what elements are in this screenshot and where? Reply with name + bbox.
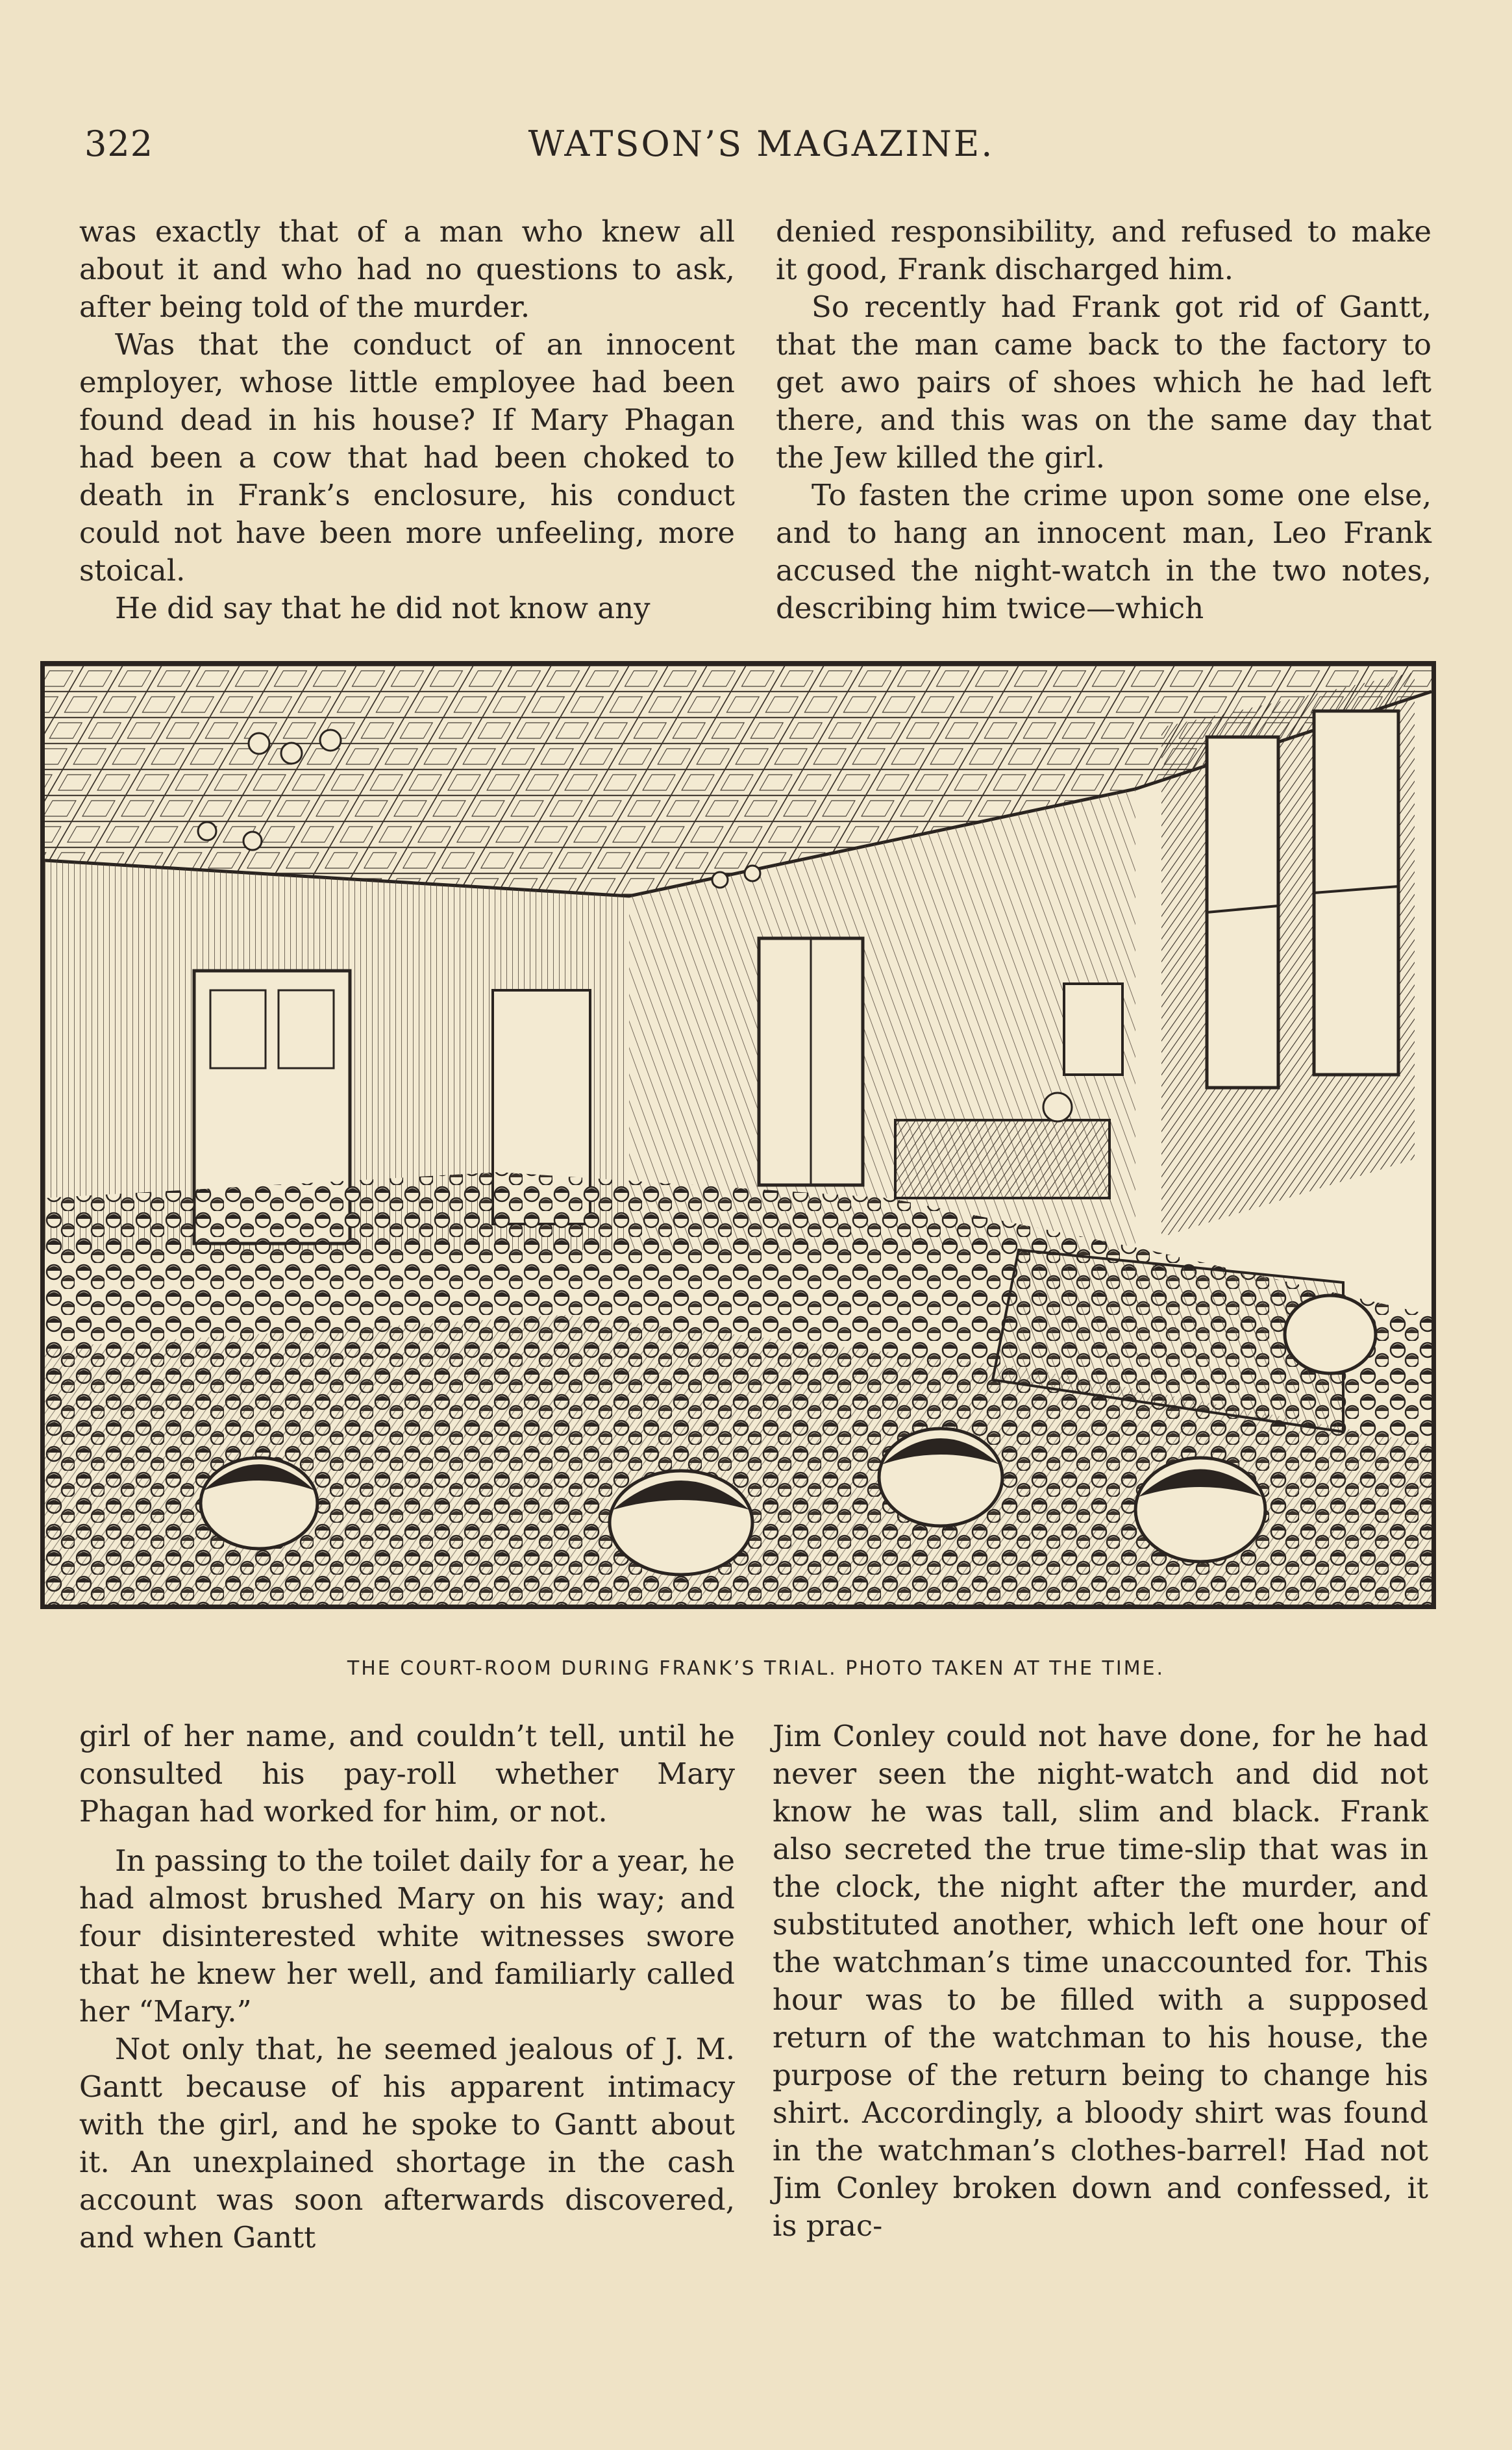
page-header xyxy=(84,123,1438,169)
page-number: 322 xyxy=(84,123,154,164)
paragraph: In passing to the toilet daily for a year, he had almost brushed Mary on his way; and four disinterested white witnesses swore that he knew her well, and familiarly called her “Mary.” xyxy=(79,1844,735,2029)
paragraph: Jim Conley could not have done, for he had never seen the night-watch and did not know he was tall, slim and black. Frank also secreted the true time-slip that was in the clock, the night after the murder, and substituted another, which left one hour of the watchman’s time unaccounted for. This hour was to be filled with a supposed return of the watchman to his house, the purpose of the return being to change his shirt. Accordingly, a bloody shirt was found in the watchman’s clothes-barrel! Had not Jim Conley broken down and confessed, it is prac- xyxy=(773,1719,1428,2243)
column-bottom-right xyxy=(773,1718,1428,2245)
column-top-right xyxy=(776,213,1431,627)
paragraph: Not only that, he seemed jealous of J. M. Gantt because of his apparent intimacy with the girl, and he spoke to Gantt about it. An unexplained shortage in the cash account was soon afterwards discovered, and when Gantt xyxy=(79,2032,735,2255)
column-top-left xyxy=(79,213,735,627)
column-bottom-left xyxy=(79,1718,735,2256)
paragraph: Was that the conduct of an innocent employer, whose little employee had been found dead in his house? If Mary Phagan had been a cow that had been choked to death in Frank’s enclosure, his conduct could not have been more unfeeling, more stoical. xyxy=(79,327,735,588)
courtroom-illustration xyxy=(40,661,1436,1609)
paragraph: denied responsibility, and refused to make it good, Frank discharged him. xyxy=(776,214,1431,286)
paragraph: So recently had Frank got rid of Gantt, that the man came back to the factory to get awo pairs of shoes which he had left there, and this was on the same day that the Jew killed the girl. xyxy=(776,290,1431,475)
paragraph: He did say that he did not know any xyxy=(115,591,651,625)
paragraph: girl of her name, and couldn’t tell, until he consulted his pay-roll whether Mary Phagan had worked for him, or not. xyxy=(79,1719,735,1829)
paragraph: To fasten the crime upon some one else, and to hang an innocent man, Leo Frank accused the night-watch in the two notes, describing him twice—which xyxy=(776,478,1431,625)
magazine-title: WATSON’S MAGAZINE. xyxy=(528,123,995,164)
paragraph: was exactly that of a man who knew all about it and who had no questions to ask, after being told of the murder. xyxy=(79,214,735,324)
figure-caption: THE COURT-ROOM DURING FRANK’S TRIAL. PHOTO TAKEN AT THE TIME. xyxy=(347,1657,1165,1680)
courtroom-engraving xyxy=(45,666,1431,1605)
